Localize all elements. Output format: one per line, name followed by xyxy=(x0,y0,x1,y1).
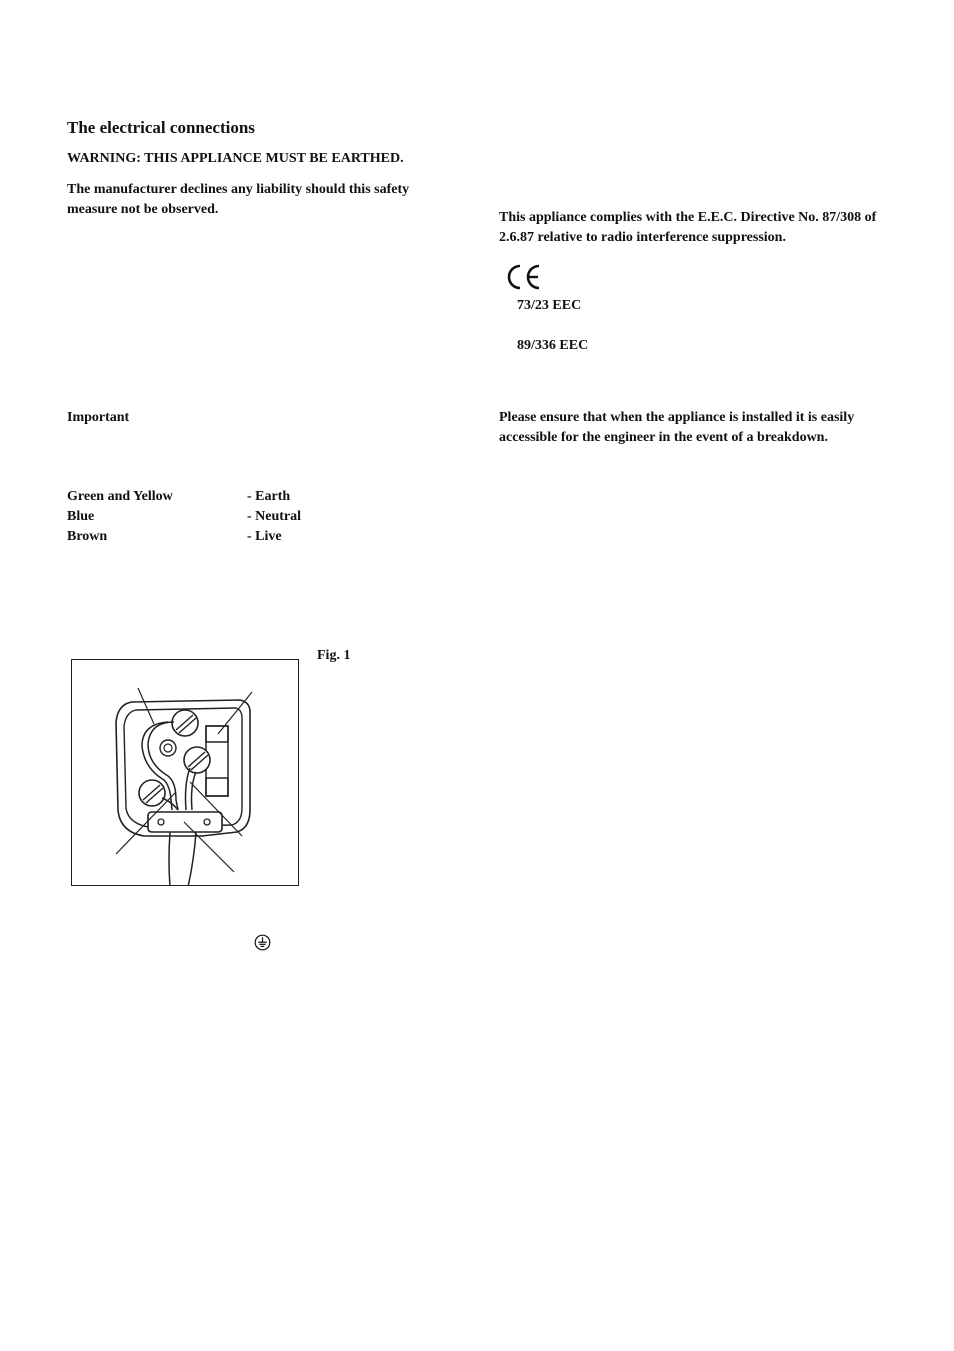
access-note-paragraph: Please ensure that when the appliance is installed it is easily accessible for the engineer in the event of a breakdown. xyxy=(499,410,855,445)
wire-function-earth: - Earth xyxy=(247,489,291,504)
directive-eec-73-23: 73/23 EEC xyxy=(517,298,582,313)
wire-color-brown: Brown xyxy=(67,529,108,544)
section-heading: The electrical connections xyxy=(67,118,255,137)
liability-paragraph: The manufacturer declines any liability should this safety measure not be observed. xyxy=(67,182,410,217)
directive-paragraph: This appliance complies with the E.E.C. Directive No. 87/308 of 2.6.87 relative to radio interference suppression. xyxy=(499,210,877,245)
wire-function-live: - Live xyxy=(247,529,282,544)
important-label: Important xyxy=(67,410,130,425)
figure-label: Fig. 1 xyxy=(317,648,351,663)
ce-mark-logo xyxy=(503,262,543,297)
earthing-warning: WARNING: THIS APPLIANCE MUST BE EARTHED. xyxy=(67,151,404,166)
directive-eec-89-336: 89/336 EEC xyxy=(517,338,589,353)
earth-ground-icon xyxy=(254,934,271,956)
plug-wiring-diagram-icon xyxy=(71,659,299,886)
wire-function-neutral: - Neutral xyxy=(247,509,302,524)
wire-color-green-yellow: Green and Yellow xyxy=(67,489,173,504)
wire-color-blue: Blue xyxy=(67,509,95,524)
